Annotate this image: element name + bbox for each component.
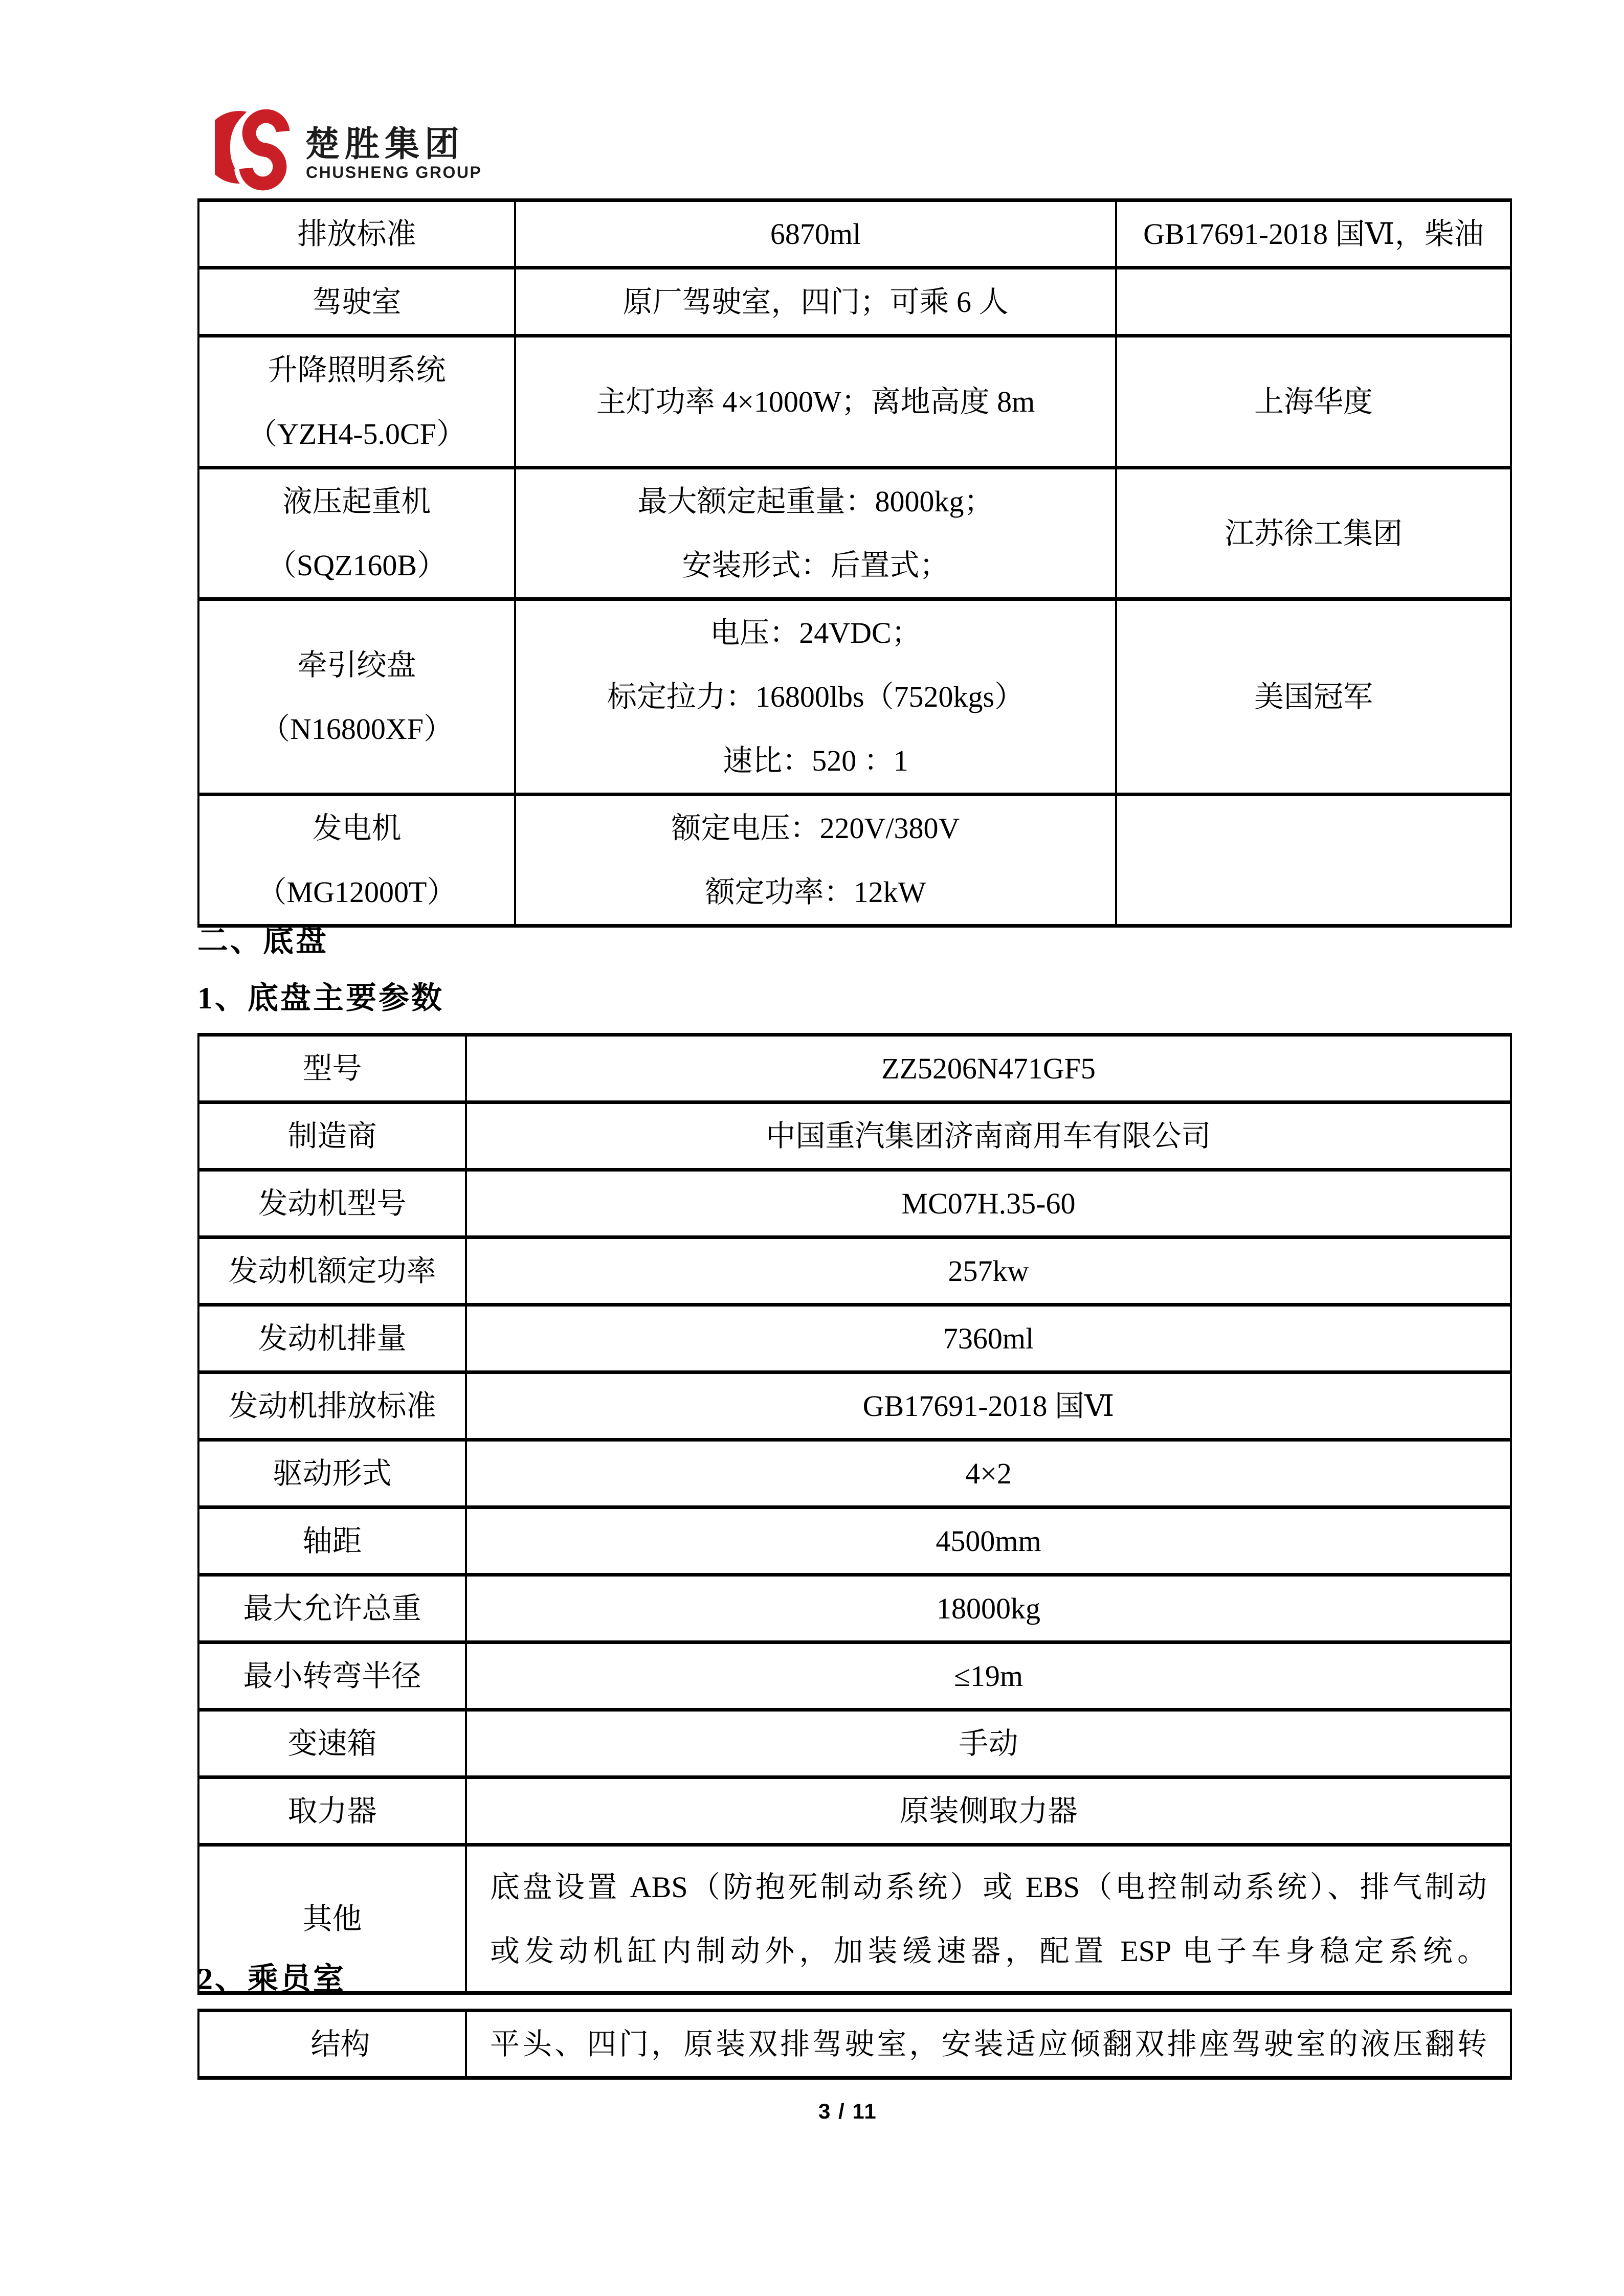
- chassis-table: [197, 1033, 1512, 1995]
- row-value: 主灯功率 4×1000W；离地高度 8m: [515, 336, 1116, 468]
- logo-name-cn: 楚胜集团: [305, 125, 465, 164]
- row-label: 取力器: [198, 1777, 466, 1845]
- row-label: 最大允许总重: [198, 1575, 466, 1642]
- row-maker: GB17691-2018 国Ⅵ，柴油: [1116, 200, 1511, 268]
- row-label: 发动机排放标准: [198, 1372, 466, 1440]
- table-row: [198, 2011, 1511, 2078]
- row-label: 最小转弯半径: [198, 1642, 466, 1710]
- logo-name-en: CHUSHENG GROUP: [306, 163, 482, 182]
- row-value: 额定电压：220V/380V 额定功率：12kW: [515, 795, 1116, 926]
- table-row: [198, 1305, 1511, 1372]
- table-row: [198, 1372, 1511, 1440]
- row-value: 原厂驾驶室，四门；可乘 6 人: [515, 268, 1116, 336]
- table-row: [198, 1035, 1511, 1102]
- table-row: [198, 1575, 1511, 1642]
- table-row: [198, 1440, 1511, 1507]
- row-maker: 江苏徐工集团: [1116, 468, 1511, 599]
- row-label: 驱动形式: [198, 1440, 466, 1507]
- company-logo: [215, 105, 604, 194]
- subsection-heading-cab: 2、乘员室: [197, 1962, 346, 1996]
- table-row: [198, 795, 1511, 926]
- table-row: [198, 1170, 1511, 1237]
- row-label: 发动机额定功率: [198, 1237, 466, 1305]
- page-number: 3 / 11: [818, 2099, 877, 2123]
- row-value: 原装侧取力器: [466, 1777, 1511, 1845]
- row-value: 18000kg: [466, 1575, 1511, 1642]
- row-value: MC07H.35-60: [466, 1170, 1511, 1237]
- equipment-table: [197, 198, 1512, 928]
- row-value: 中国重汽集团济南商用车有限公司: [466, 1102, 1511, 1170]
- table-row: [198, 468, 1511, 599]
- row-label: 液压起重机 （SQZ160B）: [198, 468, 515, 599]
- row-value: 平头、四门，原装双排驾驶室，安装适应倾翻双排座驾驶室的液压翻转: [466, 2011, 1511, 2078]
- row-value: 4500mm: [466, 1507, 1511, 1575]
- table-row: [198, 268, 1511, 336]
- table-row: [198, 1237, 1511, 1305]
- row-label: 发电机 （MG12000T）: [198, 795, 515, 926]
- row-label: 型号: [198, 1035, 466, 1102]
- row-label: 升降照明系统 （YZH4-5.0CF）: [198, 336, 515, 468]
- row-maker: 美国冠军: [1116, 599, 1511, 795]
- table-row: [198, 200, 1511, 268]
- row-value: 底盘设置 ABS（防抱死制动系统）或 EBS（电控制动系统）、排气制动 或发动机缸内制动外，加装缓速器，配置 ESP 电子车身稳定系统。: [466, 1845, 1511, 1993]
- row-maker: [1116, 795, 1511, 926]
- row-label: 变速箱: [198, 1710, 466, 1777]
- row-label: 牵引绞盘 （N16800XF）: [198, 599, 515, 795]
- row-label: 结构: [198, 2011, 466, 2078]
- row-label: 发动机排量: [198, 1305, 466, 1372]
- row-label: 制造商: [198, 1102, 466, 1170]
- table-row: [198, 1777, 1511, 1845]
- row-label: 其他: [198, 1845, 466, 1993]
- table-row: [198, 1710, 1511, 1777]
- row-value: ZZ5206N471GF5: [466, 1035, 1511, 1102]
- table-row: [198, 336, 1511, 468]
- row-value: 6870ml: [515, 200, 1116, 268]
- table-row: [198, 1507, 1511, 1575]
- table-row: [198, 1845, 1511, 1993]
- table-row: [198, 1642, 1511, 1710]
- cab-table: [197, 2009, 1512, 2080]
- row-value: GB17691-2018 国Ⅵ: [466, 1372, 1511, 1440]
- row-label: 排放标准: [198, 200, 515, 268]
- subsection-heading-chassis-params: 1、底盘主要参数: [197, 981, 444, 1015]
- row-value: 电压：24VDC； 标定拉力：16800lbs（7520kgs） 速比：520 ：1: [515, 599, 1116, 795]
- logo-graphic: [215, 105, 604, 194]
- row-value: 4×2: [466, 1440, 1511, 1507]
- table-row: [198, 599, 1511, 795]
- table-row: [198, 1102, 1511, 1170]
- section-heading-chassis: 二、底盘: [197, 924, 328, 958]
- row-maker: [1116, 268, 1511, 336]
- row-label: 驾驶室: [198, 268, 515, 336]
- row-value: ≤19m: [466, 1642, 1511, 1710]
- row-maker: 上海华度: [1116, 336, 1511, 468]
- row-label: 轴距: [198, 1507, 466, 1575]
- row-label: 发动机型号: [198, 1170, 466, 1237]
- row-value: 手动: [466, 1710, 1511, 1777]
- row-value: 最大额定起重量：8000kg； 安装形式：后置式；: [515, 468, 1116, 599]
- row-value: 7360ml: [466, 1305, 1511, 1372]
- row-value: 257kw: [466, 1237, 1511, 1305]
